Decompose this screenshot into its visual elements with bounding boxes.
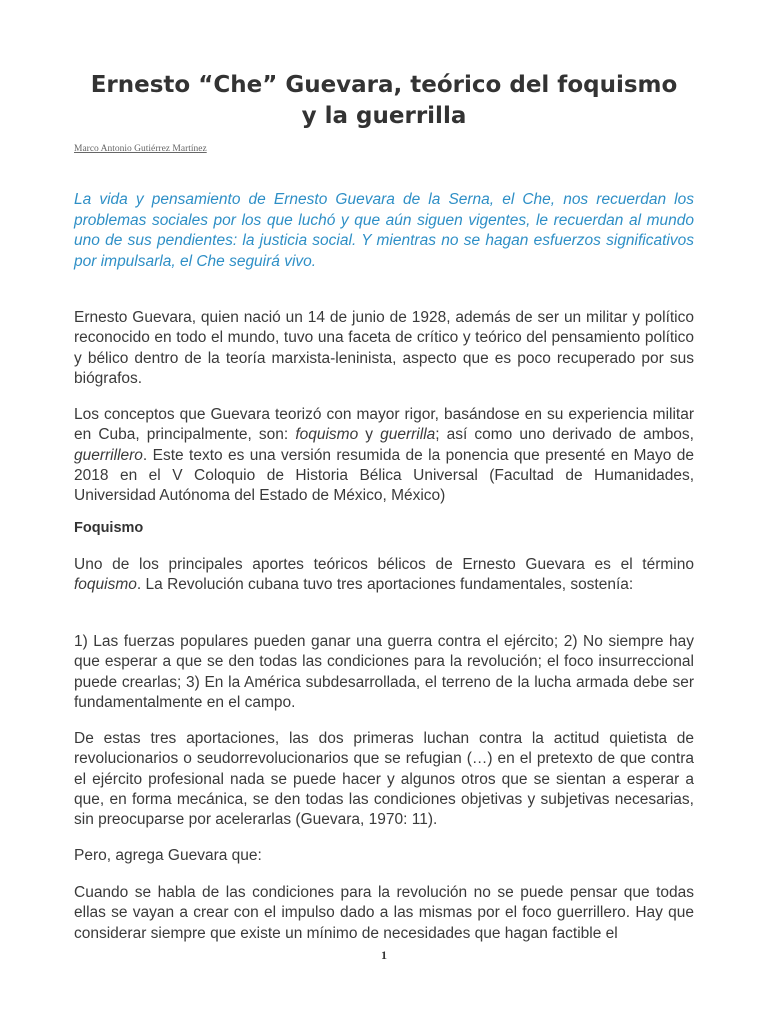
paragraph-concepts	[74, 405, 694, 506]
text-run: Los conceptos que Guevara teorizó con mayor rigor, basándose en su experiencia militar en Cuba, principalmente, son:	[74, 406, 694, 444]
term-foquismo: foquismo	[295, 426, 359, 444]
abstract: La vida y pensamiento de Ernesto Guevara de la Serna, el Che, nos recuerdan los problemas sociales por los que luchó y que aún siguen vigentes, le recuerdan al mundo uno de sus pendientes: la justicia social. Y mientras no se hagan esfuerzos significativos por impulsarla, el Che seguirá vivo.	[74, 191, 694, 270]
paragraph-intro: Ernesto Guevara, quien nació un 14 de junio de 1928, además de ser un militar y político reconocido en todo el mundo, tuvo una faceta de crítico y teórico del pensamiento político y bélico dentro de la teoría marxista-leninista, aspecto que es poco recuperado por sus biógrafos.	[74, 309, 694, 387]
page-title: Ernesto “Che” Guevara, teórico del foquismo y la guerrilla	[90, 72, 678, 129]
term-guerrillero: guerrillero	[74, 446, 143, 464]
paragraph-condiciones: Cuando se habla de las condiciones para la revolución no se puede pensar que todas ellas se vayan a crear con el impulso dado a las mismas por el foco guerrillero. Hay que considerar siempre que existe un mínimo de necesidades que hagan factible el	[74, 884, 694, 942]
text-run: ; así como uno derivado de ambos,	[435, 426, 694, 444]
term-foquismo: foquismo	[74, 576, 137, 594]
page-number: 1	[381, 948, 387, 962]
text-run: . La Revolución cubana tuvo tres aportaciones fundamentales, sostenía:	[136, 576, 634, 594]
text-run: Uno de los principales aportes teóricos bélicos de Ernesto Guevara es el término	[74, 556, 694, 573]
paragraph-quote: De estas tres aportaciones, las dos primeras luchan contra la actitud quietista de revolucionarios o seudorrevolucionarios que se refugian (…) en el pretexto de que contra el ejército profesional nada se puede hacer y algunos otros que se sientan a esperar a que, en forma mecánica, se den todas las condiciones objetivas y subjetivas necesarias, sin preocuparse por acelerarlas (Guevara, 1970: 11).	[74, 730, 694, 829]
author-byline[interactable]: Marco Antonio Gutiérrez Martínez	[74, 144, 207, 154]
paragraph-agrega: Pero, agrega Guevara que:	[74, 847, 262, 864]
paragraph-aportes	[74, 555, 694, 596]
text-run: . Este texto es una versión resumida de la ponencia que presenté en Mayo de 2018 en el V Coloquio de Historia Bélica Universal (Facultad de Humanidades, Universidad Autónoma del Estado de México, México)	[74, 446, 694, 505]
term-guerrilla: guerrilla	[380, 426, 436, 444]
section-heading: Foquismo	[74, 520, 144, 536]
paragraph-list: 1) Las fuerzas populares pueden ganar una guerra contra el ejército; 2) No siempre hay que esperar a que se den todas las condiciones para la revolución; el foco insurreccional puede crearlas; 3) En la América subdesarrollada, el terreno de la lucha armada debe ser fundamentalmente en el campo.	[74, 633, 694, 711]
text-run: y	[358, 426, 381, 444]
